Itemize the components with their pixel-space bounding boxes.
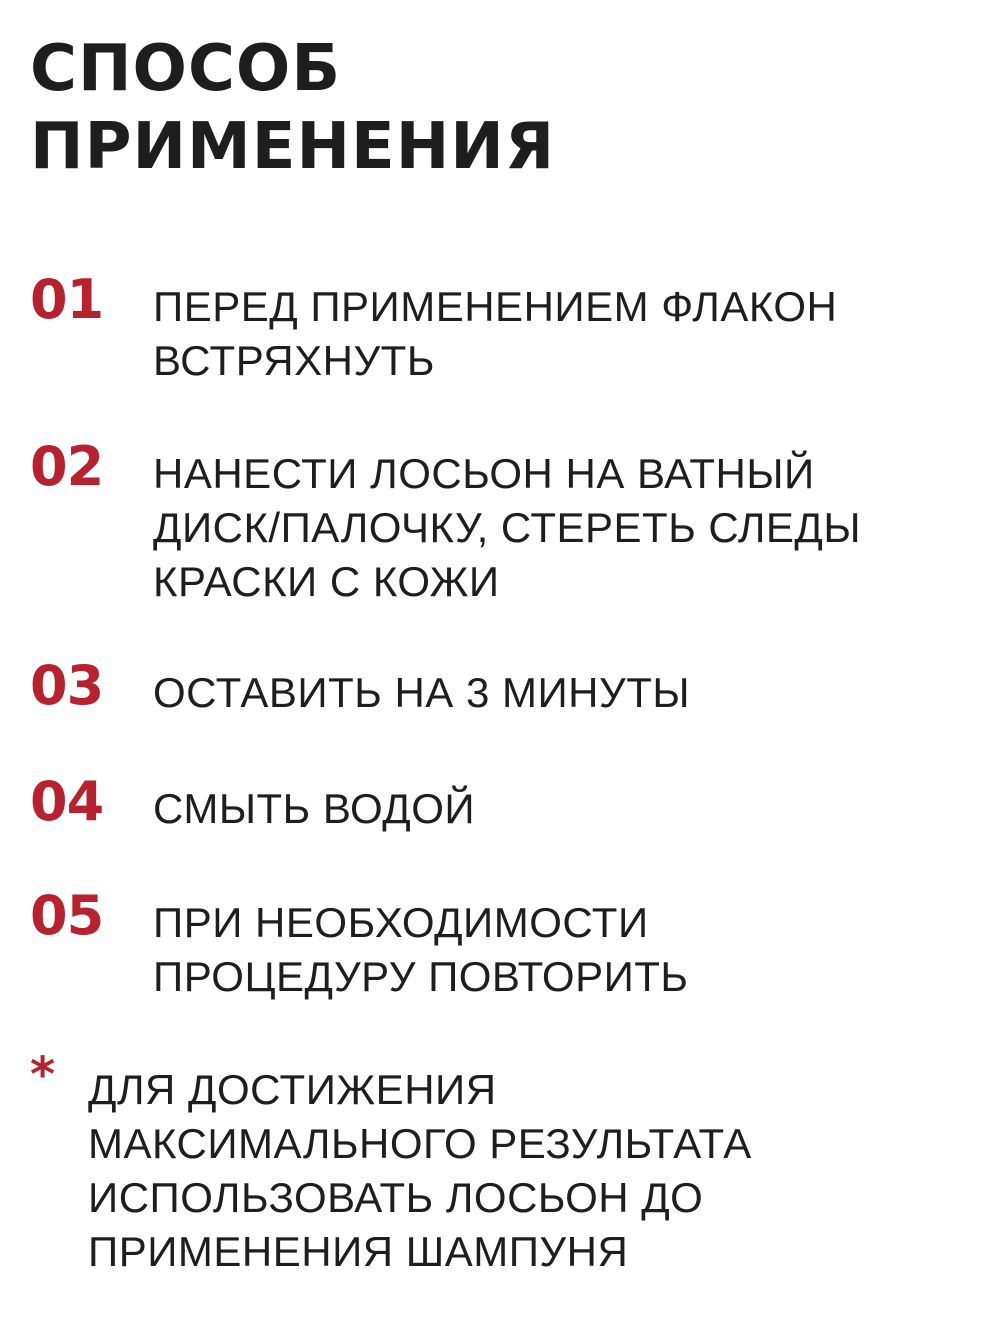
step-text-line: НАНЕСТИ ЛОСЬОН НА ВАТНЫЙ xyxy=(153,450,815,497)
step-text-line: ДИСК/ПАЛОЧКУ, СТЕРЕТЬ СЛЕДЫ xyxy=(153,504,862,551)
footnote-line: ИСПОЛЬЗОВАТЬ ЛОСЬОН ДО xyxy=(88,1174,704,1221)
step-text xyxy=(153,666,970,720)
step-text-line: ПЕРЕД ПРИМЕНЕНИЕМ ФЛАКОН xyxy=(153,283,838,330)
page-title xyxy=(30,30,555,186)
step-text xyxy=(153,896,970,1004)
step-text xyxy=(153,280,970,388)
step-number: 02 xyxy=(30,435,104,498)
step-text xyxy=(153,447,970,609)
step-text xyxy=(153,782,970,836)
footnote-line: ПРИМЕНЕНИЯ ШАМПУНЯ xyxy=(88,1228,629,1275)
step-number: 01 xyxy=(30,268,104,331)
asterisk-marker: * xyxy=(30,1047,56,1103)
step-number: 04 xyxy=(30,770,104,833)
step-text-line: ПРОЦЕДУРУ ПОВТОРИТЬ xyxy=(153,953,689,1000)
step-text-line: КРАСКИ С КОЖИ xyxy=(153,558,500,605)
step-text-line: ОСТАВИТЬ НА 3 МИНУТЫ xyxy=(153,669,691,716)
footnote-line: ДЛЯ ДОСТИЖЕНИЯ xyxy=(88,1066,497,1113)
page-title-line-2: ПРИМЕНЕНИЯ xyxy=(30,110,556,184)
step-number: 03 xyxy=(30,654,104,717)
footnote-text xyxy=(88,1063,752,1279)
step-text-line: ПРИ НЕОБХОДИМОСТИ xyxy=(153,899,649,946)
step-number: 05 xyxy=(30,884,104,947)
footnote-line: МАКСИМАЛЬНОГО РЕЗУЛЬТАТА xyxy=(88,1120,752,1167)
step-text-line: СМЫТЬ ВОДОЙ xyxy=(153,785,476,832)
page-title-line-1: СПОСОБ xyxy=(30,32,342,106)
step-text-line: ВСТРЯХНУТЬ xyxy=(153,337,435,384)
